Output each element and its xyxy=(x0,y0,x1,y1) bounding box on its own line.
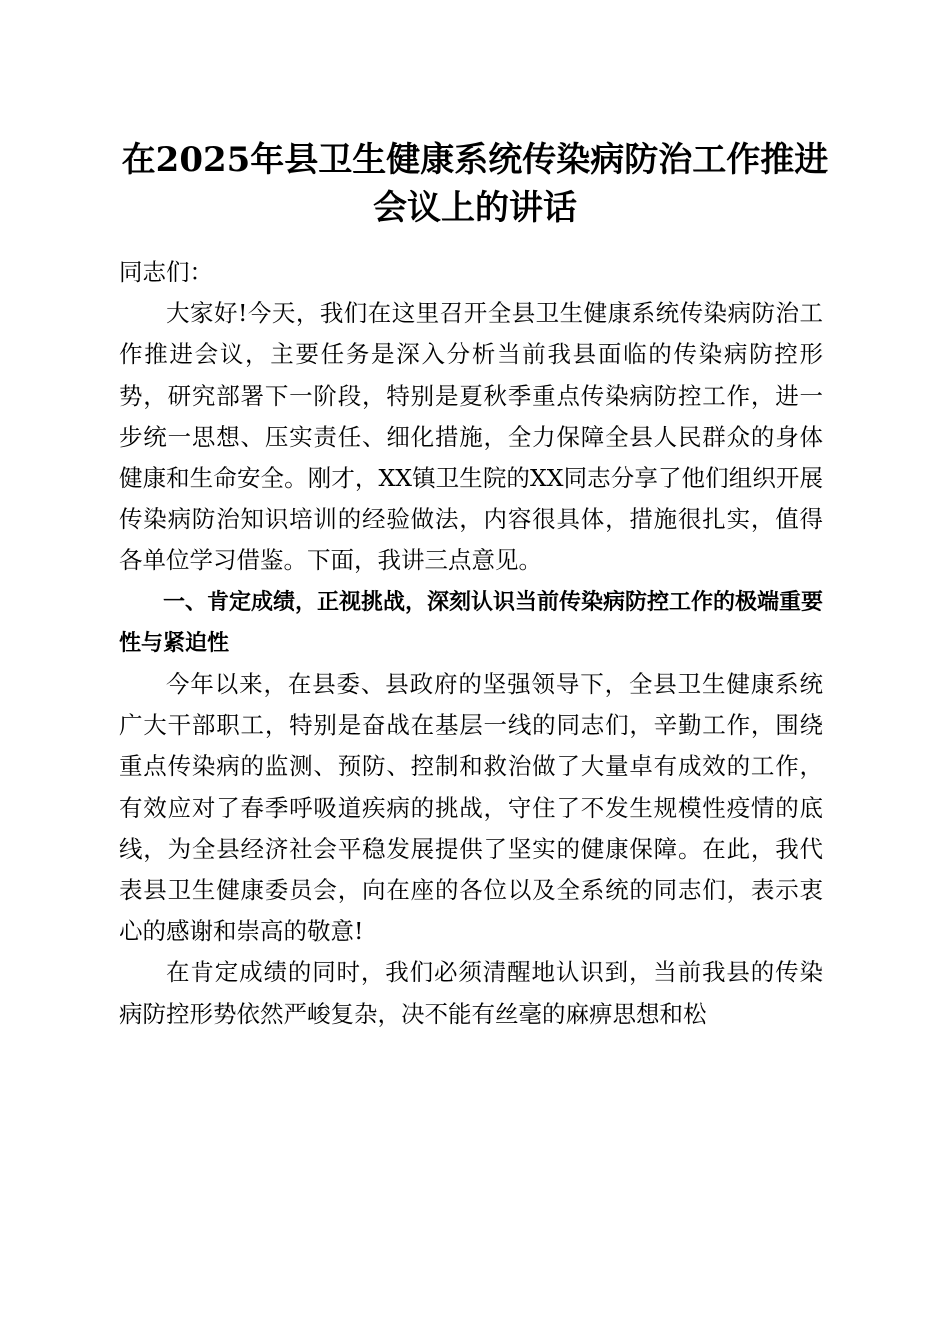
paragraph-section1-2: 在肯定成绩的同时，我们必须清醒地认识到，当前我县的传染病防控形势依然严峻复杂，决不能有丝毫的麻痹思想和松 xyxy=(119,958,823,1028)
section-heading-1: 一、肯定成绩，正视挑战，深刻认识当前传染病防控工作的极端重要性与紧迫性 xyxy=(119,589,824,656)
document-body xyxy=(119,252,823,1035)
salutation: 同志们： xyxy=(119,258,213,286)
paragraph-intro: 大家好!今天，我们在这里召开全县卫生健康系统传染病防治工作推进会议，主要任务是深入分析当前我县面临的传染病防控形势，研究部署下一阶段，特别是夏秋季重点传染病防控工作，进一步统一思想、压实责任、细化措施，全力保障全县人民群众的身体健康和生命安全。刚才，XX镇卫生院的XX同志分享了他们组织开展传染病防治知识培训的经验做法，内容很具体，措施很扎实，值得各单位学习借鉴。下面，我讲三点意见。 xyxy=(119,299,823,575)
paragraph-section1-1: 今年以来，在县委、县政府的坚强领导下，全县卫生健康系统广大干部职工，特别是奋战在基层一线的同志们，辛勤工作，围绕重点传染病的监测、预防、控制和救治做了大量卓有成效的工作，有效应对了春季呼吸道疾病的挑战，守住了不发生规模性疫情的底线，为全县经济社会平稳发展提供了坚实的健康保障。在此，我代表县卫生健康委员会，向在座的各位以及全系统的同志们，表示衷心的感谢和崇高的敬意! xyxy=(119,670,823,946)
document-title: 在2025年县卫生健康系统传染病防治工作推进会议上的讲话 xyxy=(121,140,829,228)
